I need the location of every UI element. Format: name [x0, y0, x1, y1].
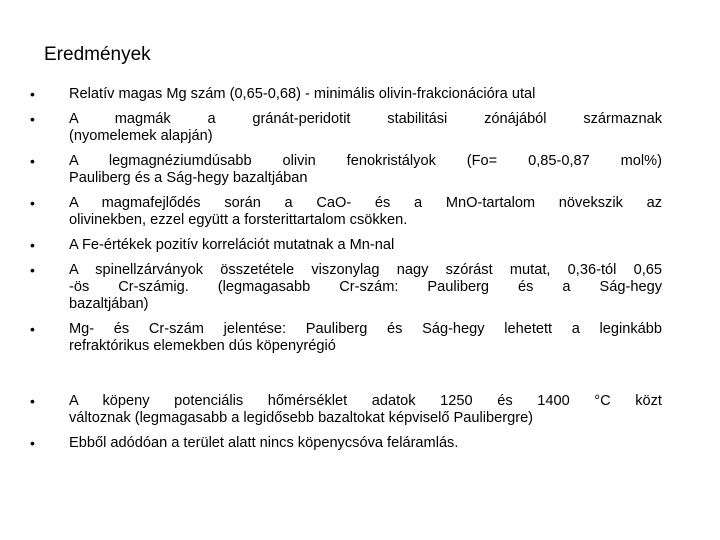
bullet-item: [30, 195, 662, 229]
bullet-item: [30, 86, 662, 103]
bullet-text-line: A magmafejlődés során a CaO- és a MnO-tartalom növekszik az: [69, 195, 662, 211]
bullet-item: [30, 262, 662, 313]
bullet-icon: •: [30, 321, 35, 337]
bullet-text-line: Pauliberg és a Ság-hegy bazaltjában: [69, 170, 308, 186]
bullet-text-line: olivinekben, ezzel együtt a forsterittartalom csökken.: [69, 212, 408, 228]
bullet-text-line: A köpeny potenciális hőmérséklet adatok 1250 és 1400 °C közt: [69, 393, 662, 409]
bullet-text-line: (nyomelemek alapján): [69, 128, 213, 144]
bullet-item: [30, 393, 662, 427]
bullet-text-line: refraktórikus elemekben dús köpenyrégió: [69, 338, 336, 354]
bullet-text-line: változnak (legmagasabb a legidősebb bazaltokat képviselő Paulibergre): [69, 410, 534, 426]
bullet-text-line: Ebből adódóan a terület alatt nincs köpenycsóva feláramlás.: [69, 435, 459, 451]
bullet-text-line: Mg- és Cr-szám jelentése: Pauliberg és Ság-hegy lehetett a leginkább: [69, 321, 662, 337]
bullet-list: [30, 86, 662, 460]
bullet-text-line: Relatív magas Mg szám (0,65-0,68) - minimális olivin-frakcionációra utal: [69, 86, 536, 102]
bullet-text-line: A legmagnéziumdúsabb olivin fenokristályok (Fo= 0,85-0,87 mol%): [69, 153, 662, 169]
bullet-text-line: bazaltjában): [69, 296, 149, 312]
bullet-item: [30, 321, 662, 355]
bullet-icon: •: [30, 153, 35, 169]
bullet-icon: •: [30, 393, 35, 409]
bullet-icon: •: [30, 435, 35, 451]
bullet-text-line: A magmák a gránát-peridotit stabilitási zónájából származnak: [69, 111, 662, 127]
bullet-icon: •: [30, 111, 35, 127]
bullet-icon: •: [30, 195, 35, 211]
bullet-item: [30, 435, 662, 452]
slide-title: Eredmények: [44, 44, 151, 65]
bullet-text-line: -ös Cr-számig. (legmagasabb Cr-szám: Pauliberg és a Ság-hegy: [69, 279, 662, 295]
bullet-item: [30, 237, 662, 254]
bullet-item: [30, 111, 662, 145]
bullet-icon: •: [30, 86, 35, 102]
bullet-text-line: A spinellzárványok összetétele viszonylag nagy szórást mutat, 0,36-tól 0,65: [69, 262, 662, 278]
bullet-icon: •: [30, 237, 35, 253]
bullet-text-line: A Fe-értékek pozitív korrelációt mutatnak a Mn-nal: [69, 237, 395, 253]
bullet-item: [30, 153, 662, 187]
bullet-icon: •: [30, 262, 35, 278]
